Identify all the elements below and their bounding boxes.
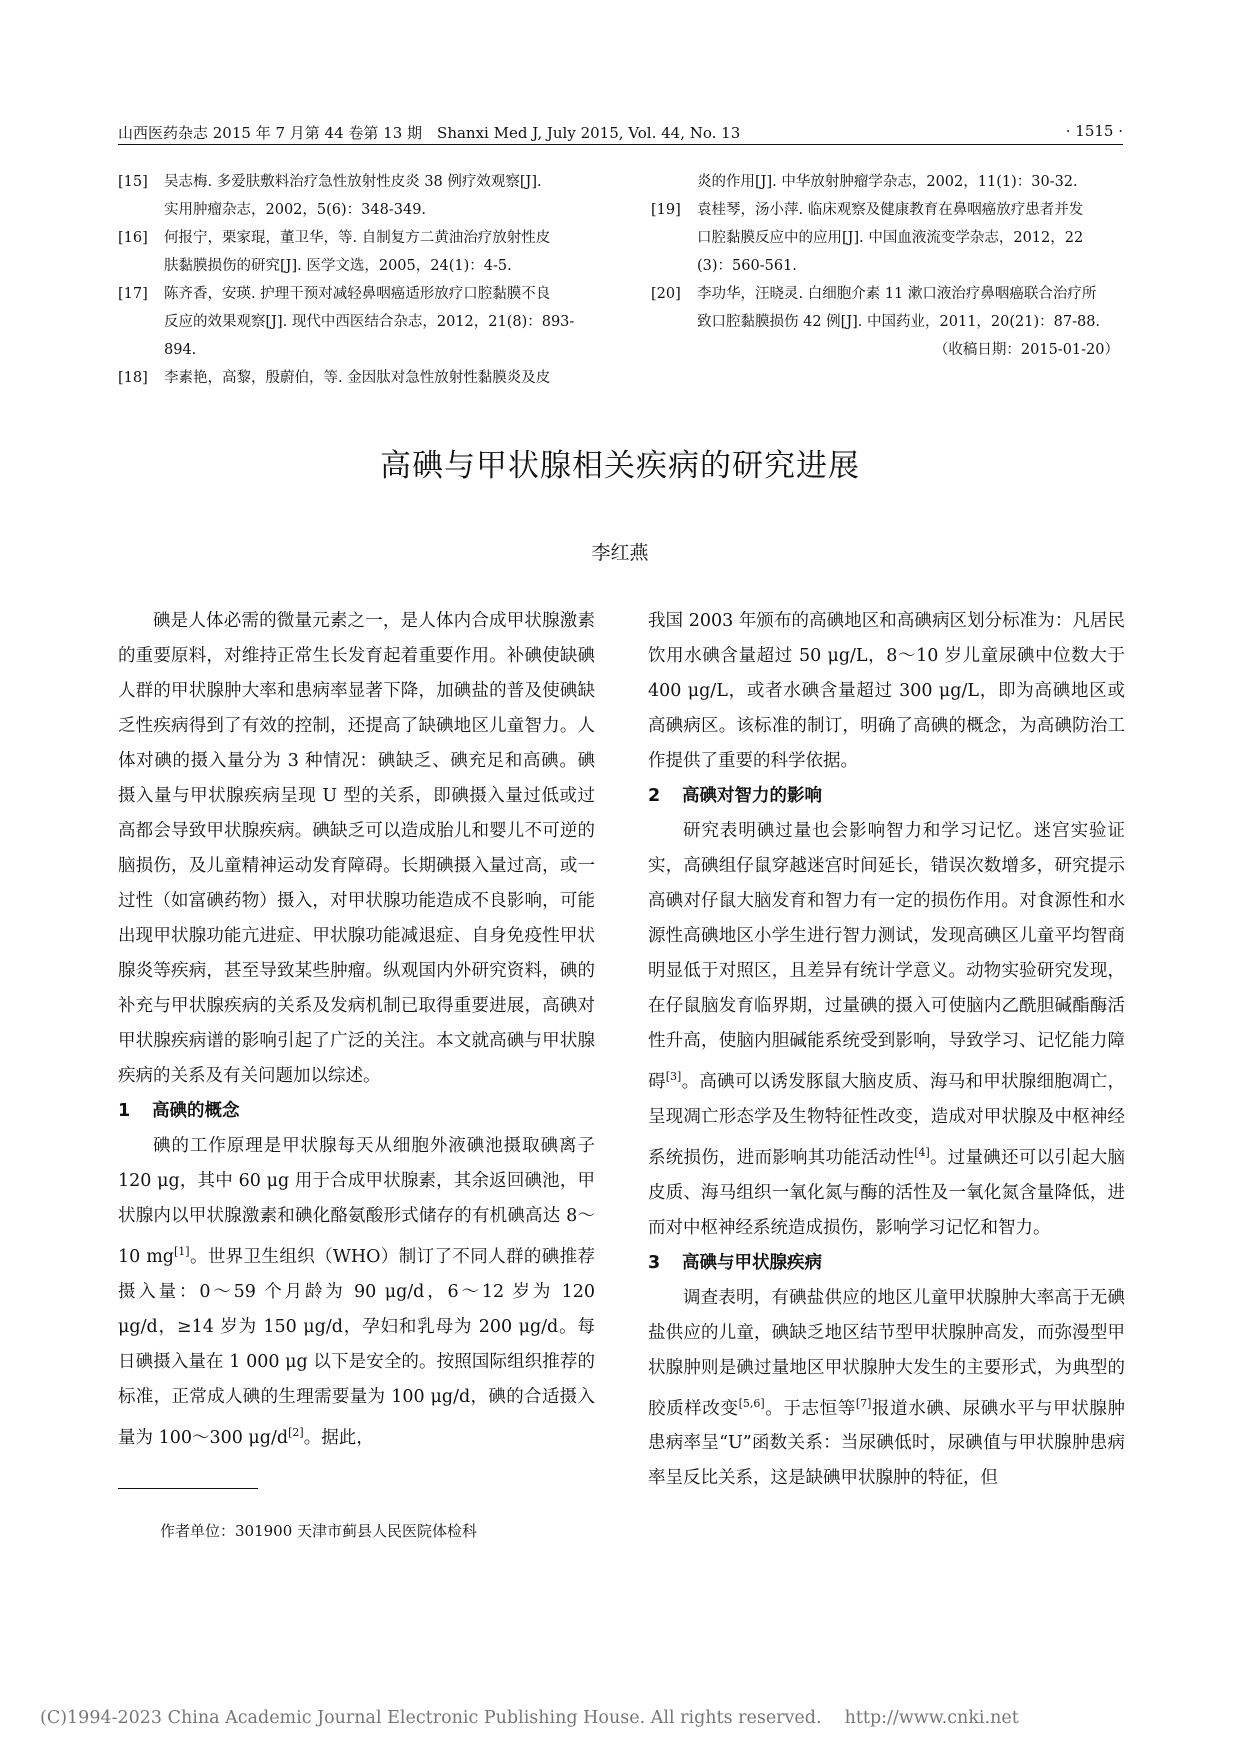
reference-line: 吴志梅. 多爱肤敷料治疗急性放射性皮炎 38 例疗效观察[J].	[164, 174, 542, 190]
copyright-watermark: (C)1994-2023 China Academic Journal Electronic Publishing House. All rights reserved. http://www.cnki.net	[40, 1708, 1019, 1728]
body-paragraph: 我国 2003 年颁布的高碘地区和高碘病区划分标准为：凡居民饮用水碘含量超过 50 μg/L，8～10 岁儿童尿碘中位数大于 400 μg/L，或者水碘含量超过 300 μg/L，即为高碘地区或高碘病区。该标准的制订，明确了高碘的概念，为高碘防治工作提供了重要的科学依据。	[648, 611, 1125, 771]
footnote-divider	[118, 1488, 258, 1489]
section-title: 高碘对智力的影响	[682, 786, 822, 806]
reference-line: 反应的效果观察[J]. 现代中西医结合杂志，2012，21(8)：893-	[164, 314, 575, 330]
reference-line: 致口腔黏膜损伤 42 例[J]. 中国药业，2011，20(21)：87-88.	[697, 314, 1101, 330]
reference-entry	[651, 280, 1123, 336]
section-number: 2	[648, 786, 661, 806]
body-left-column	[118, 604, 595, 1456]
body-right-column	[648, 604, 1125, 1496]
body-paragraph: 调查表明，有碘盐供应的地区儿童甲状腺肿大率高于无碘盐供应的儿童，碘缺乏地区结节型甲状腺肿高发，而弥漫型甲状腺肿则是碘过量地区甲状腺肿大发生的主要形式，为典型的胶质样改变[5,6]。于志恒等[7]报道水碘、尿碘水平与甲状腺肿患病率呈“U”函数关系：当尿碘低时，尿碘值与甲状腺肿患病率呈反比关系，这是缺碘甲状腺肿的特征，但	[648, 1287, 1126, 1489]
reference-number: [18]	[118, 370, 148, 386]
body-paragraph: 碘的工作原理是甲状腺每天从细胞外液碘池摄取碘离子 120 μg，其中 60 μg 用于合成甲状腺素，其余返回碘池，甲状腺内以甲状腺激素和碘化酪氨酸形式储存的有机碘高达 8～10 mg[1]。世界卫生组织（WHO）制订了不同人群的碘推荐摄入量：0～59 个月龄为 90 μg/d，6～12 岁为 120 μg/d，≥14 岁为 150 μg/d，孕妇和乳母为 200 μg/d。每日碘摄入量在 1 000 μg 以下是安全的。按照国际组织推荐的标准，正常成人碘的生理需要量为 100 μg/d，碘的合适摄入量为 100～300 μg/d[2]。据此，	[118, 1136, 595, 1448]
reference-number: [16]	[118, 230, 148, 246]
reference-line: 口腔黏膜反应中的应用[J]. 中国血液流变学杂志，2012，22	[697, 230, 1084, 246]
reference-line: 李功华，汪晓灵. 白细胞介素 11 漱口液治疗鼻咽癌联合治疗所	[697, 286, 1097, 302]
references-left-column	[118, 168, 590, 392]
reference-entry	[118, 364, 590, 392]
reference-line: 894.	[164, 342, 197, 358]
reference-number: [20]	[651, 286, 681, 302]
citation-marker: [2]	[288, 1425, 304, 1439]
references-right-column	[651, 168, 1123, 364]
page-number: · 1515 ·	[1065, 122, 1123, 140]
reference-line: 陈齐香，安瑛. 护理干预对减轻鼻咽癌适形放疗口腔黏膜不良	[164, 286, 551, 302]
citation-marker: [3]	[665, 1070, 682, 1083]
article-author: 李红燕	[591, 542, 649, 564]
reference-number: [15]	[118, 174, 148, 190]
received-date: （收稿日期：2015-01-20）	[933, 342, 1119, 358]
body-paragraph: 碘是人体必需的微量元素之一，是人体内合成甲状腺激素的重要原料，对维持正常生长发育起着重要作用。补碘使缺碘人群的甲状腺肿大率和患病率显著下降，加碘盐的普及使碘缺乏性疾病得到了有效的控制，还提高了缺碘地区儿童智力。人体对碘的摄入量分为 3 种情况：碘缺乏、碘充足和高碘。碘摄入量与甲状腺疾病呈现 U 型的关系，即碘摄入量过低或过高都会导致甲状腺疾病。碘缺乏可以造成胎儿和婴儿不可逆的脑损伤，及儿童精神运动发育障碍。长期碘摄入量过高，或一过性（如富碘药物）摄入，对甲状腺功能造成不良影响，可能出现甲状腺功能亢进症、甲状腺功能减退症、自身免疫性甲状腺炎等疾病，甚至导致某些肿瘤。纵观国内外研究资料，碘的补充与甲状腺疾病的关系及发病机制已取得重要进展，高碘对甲状腺疾病谱的影响引起了广泛的关注。本文就高碘与甲状腺疾病的关系及有关问题加以综述。	[118, 611, 595, 1086]
body-paragraph: 研究表明碘过量也会影响智力和学习记忆。迷宫实验证实，高碘组仔鼠穿越迷宫时间延长，错误次数增多，研究提示高碘对仔鼠大脑发育和智力有一定的损伤作用。对食源性和水源性高碘地区小学生进行智力测试，发现高碘区儿童平均智商明显低于对照区，且差异有统计学意义。动物实验研究发现，在仔鼠脑发育临界期，过量碘的摄入可使脑内乙酰胆碱酯酶活性升高，使脑内胆碱能系统受到影响，导致学习、记忆能力障碍[3]。高碘可以诱发豚鼠大脑皮质、海马和甲状腺细胞凋亡，呈现凋亡形态学及生物特征性改变，造成对甲状腺及中枢神经系统损伤，进而影响其功能活动性[4]。过量碘还可以引起大脑皮质、海马组织一氧化氮与酶的活性及一氧化氮含量降低，进而对中枢神经系统造成损伤，影响学习记忆和智力。	[648, 821, 1126, 1238]
section-number: 1	[118, 1101, 131, 1121]
reference-line: 李素艳，高黎，殷蔚伯，等. 金因肽对急性放射性黏膜炎及皮	[164, 370, 551, 386]
running-header	[118, 118, 1123, 145]
section-title: 高碘的概念	[152, 1101, 240, 1121]
citation-marker: [5,6]	[738, 1396, 765, 1410]
journal-citation: 山西医药杂志 2015 年 7 月第 44 卷第 13 期 Shanxi Med J, July 2015, Vol. 44, No. 13	[118, 124, 741, 142]
reference-number: [17]	[118, 286, 148, 302]
reference-line: 实用肿瘤杂志，2002，5(6)：348-349.	[164, 202, 427, 218]
reference-line: 袁桂琴，汤小萍. 临床观察及健康教育在鼻咽癌放疗患者并发	[697, 202, 1084, 218]
reference-line: 炎的作用[J]. 中华放射肿瘤学杂志，2002，11(1)：30-32.	[697, 174, 1078, 190]
reference-line: (3)：560-561.	[697, 258, 797, 274]
reference-line: 肤黏膜损伤的研究[J]. 医学文选，2005，24(1)：4-5.	[164, 258, 512, 274]
citation-marker: [1]	[174, 1245, 190, 1258]
citation-marker: [7]	[855, 1396, 872, 1410]
section-title: 高碘与甲状腺疾病	[682, 1252, 822, 1273]
reference-line: 何报宁，栗家琨，董卫华，等. 自制复方二黄油治疗放射性皮	[164, 230, 551, 246]
reference-number: [19]	[651, 202, 681, 218]
author-affiliation: 作者单位：301900 天津市蓟县人民医院体检科	[160, 1522, 478, 1540]
reference-entry	[118, 168, 590, 224]
section-heading	[648, 1246, 1125, 1281]
section-number: 3	[648, 1252, 661, 1273]
section-heading	[648, 779, 1125, 814]
reference-entry	[118, 280, 590, 364]
section-heading	[118, 1094, 595, 1129]
reference-entry	[651, 168, 1123, 196]
article-title: 高碘与甲状腺相关疾病的研究进展	[380, 448, 860, 484]
citation-marker: [4]	[914, 1145, 930, 1159]
reference-entry	[651, 196, 1123, 280]
reference-entry	[118, 224, 590, 280]
